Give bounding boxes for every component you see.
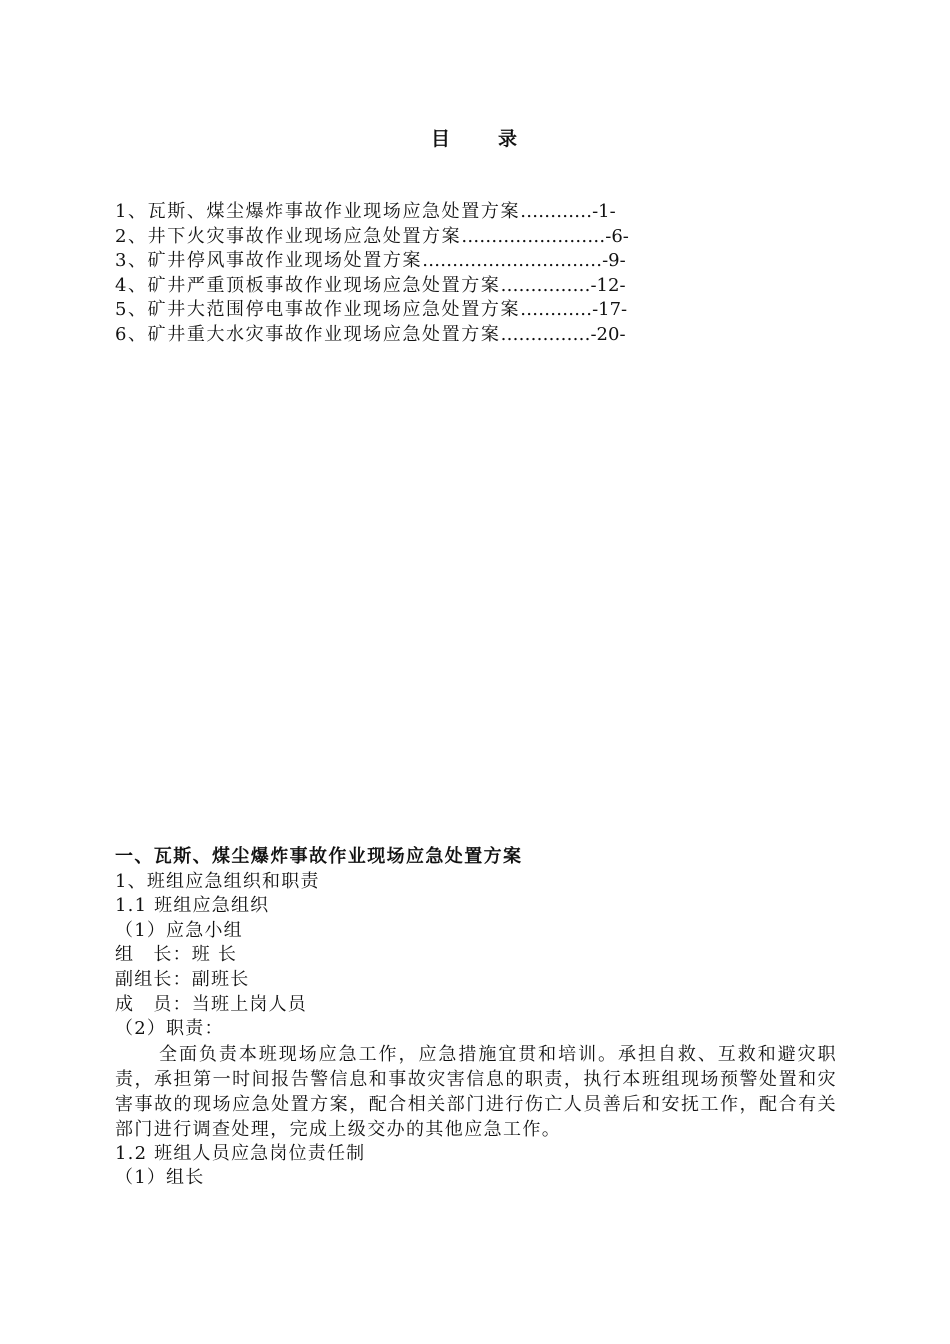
- toc-item-number: 6、: [115, 323, 148, 345]
- toc-item[interactable]: [115, 225, 755, 250]
- toc-item-number: 2、: [115, 225, 148, 247]
- members-line: 成 员：当班上岗人员: [115, 993, 307, 1015]
- toc-item[interactable]: [115, 274, 755, 299]
- toc-item-leader-dots: …………: [520, 299, 593, 320]
- duties-paragraph: 全面负责本班现场应急工作，应急措施宜贯和培训。承担自救、互救和避灾职责，承担第一时间报告警信息和事故灾害信息的职责，执行本班组现场预警处置和灾害事故的现场应急处置方案，配合相关部门进行伤亡人员善后和安抚工作，配合有关部门进行调查处理，完成上级交办的其他应急工作。: [115, 1043, 837, 1140]
- team-leader-line: 组 长：班 长: [115, 944, 238, 966]
- toc-title-left: 目: [430, 128, 452, 150]
- toc-item-leader-dots: …………………………: [422, 250, 603, 271]
- list-item-emergency-team: （1）应急小组: [115, 919, 243, 941]
- toc-item-page: -20-: [590, 323, 626, 345]
- subheading-emergency-org: 1.1 班组应急组织: [115, 895, 270, 917]
- toc-item-leader-dots: …………: [520, 201, 593, 222]
- toc-item-page: -1-: [592, 201, 616, 222]
- toc-item-number: 4、: [115, 274, 148, 296]
- section-heading: 一、瓦斯、煤尘爆炸事故作业现场应急处置方案: [115, 846, 523, 867]
- toc-item-title: 矿井停风事故作业现场处置方案: [147, 250, 423, 271]
- subheading-post-responsibility: 1.2 班组人员应急岗位责任制: [115, 1142, 366, 1164]
- deputy-leader-line: 副组长：副班长: [115, 968, 250, 990]
- toc-item[interactable]: [115, 323, 755, 348]
- toc-item-leader-dots: ……………: [500, 323, 591, 345]
- subheading-org-duties: 1、班组应急组织和职责: [115, 870, 320, 892]
- toc-item[interactable]: [115, 249, 755, 274]
- toc-item-page: -17-: [592, 299, 628, 320]
- toc-item-page: -6-: [605, 225, 629, 247]
- toc-item-title: 矿井重大水灾事故作业现场应急处置方案: [147, 323, 501, 345]
- toc-item-number: 5、: [115, 299, 148, 320]
- toc-item-number: 3、: [115, 250, 148, 271]
- toc-item[interactable]: [115, 298, 755, 323]
- toc-item-title: 瓦斯、煤尘爆炸事故作业现场应急处置方案: [147, 201, 521, 222]
- section-body: [115, 845, 837, 1191]
- toc-item-page: -12-: [590, 274, 626, 296]
- toc-item-title: 矿井大范围停电事故作业现场应急处置方案: [147, 299, 521, 320]
- toc-item-title: 矿井严重顶板事故作业现场应急处置方案: [147, 274, 501, 296]
- list-item-duties: （2）职责：: [115, 1018, 224, 1040]
- toc-item-number: 1、: [115, 201, 148, 222]
- toc-item-leader-dots: ……………: [500, 274, 591, 296]
- toc-item-leader-dots: ……………………: [461, 225, 606, 247]
- toc-item-page: -9-: [602, 250, 626, 271]
- toc-list: [115, 200, 755, 347]
- toc-item-title: 井下火灾事故作业现场应急处置方案: [147, 225, 462, 247]
- toc-item[interactable]: [115, 200, 755, 225]
- toc-title: [0, 124, 950, 151]
- toc-title-right: 录: [498, 128, 520, 150]
- list-item-leader: （1）组长: [115, 1167, 205, 1189]
